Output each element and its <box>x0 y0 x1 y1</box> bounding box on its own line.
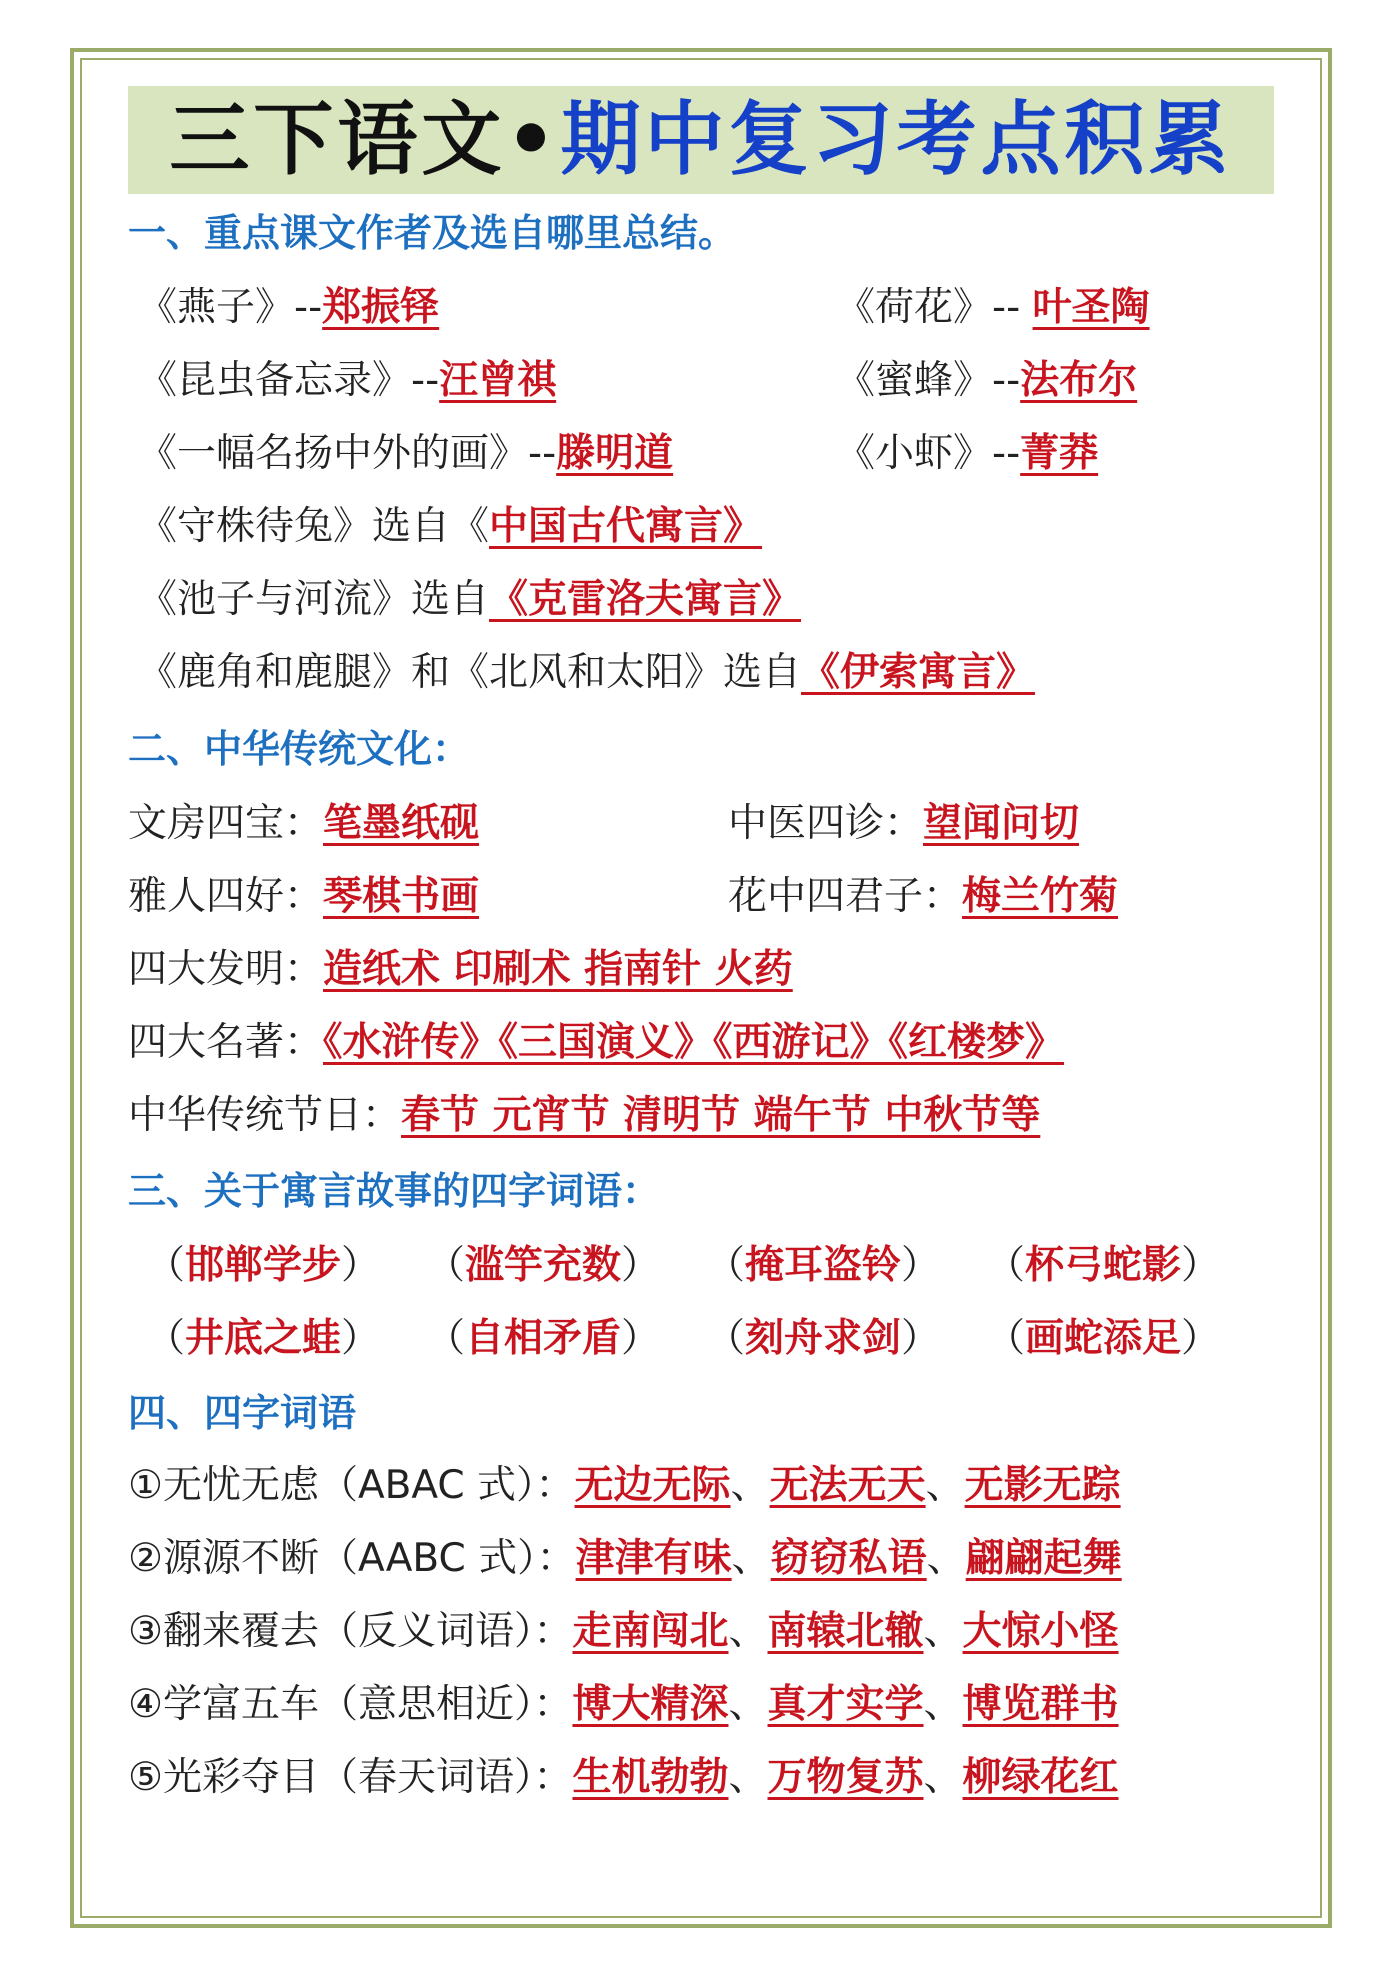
comma: 、 <box>923 1609 963 1654</box>
source-line-chizi <box>138 577 802 622</box>
culture-line-mingzhu <box>128 1020 1065 1065</box>
author-line-xiaoxia <box>836 431 1099 476</box>
fable-idiom-text: 自相矛盾 <box>465 1316 622 1361</box>
word-answer: 博大精深 <box>572 1682 729 1727</box>
paren-left: （ <box>426 1316 466 1361</box>
section-heading-authors: 一、重点课文作者及选自哪里总结。 <box>128 211 737 255</box>
paren-left: （ <box>986 1243 1026 1288</box>
culture-line-zhongyi <box>728 801 1080 846</box>
culture-answer: 琴棋书画 <box>323 874 480 919</box>
lesson-title: 《小虾》-- <box>836 431 1021 476</box>
source-answer: 《克雷洛夫寓言》 <box>489 577 802 622</box>
section-heading-four-char: 四、四字词语 <box>128 1391 357 1435</box>
author-line-yanzi <box>138 285 440 330</box>
word-answer: 翩翩起舞 <box>965 1536 1122 1581</box>
word-answer: 博览群书 <box>962 1682 1119 1727</box>
source-line-lujiao <box>138 650 1036 695</box>
author-line-yifu <box>138 431 674 476</box>
comma: 、 <box>728 1682 768 1727</box>
culture-line-wenfang <box>128 801 480 846</box>
culture-line-huazhong <box>728 874 1119 919</box>
paren-left: （ <box>426 1243 466 1288</box>
paren-left: （ <box>146 1316 186 1361</box>
fable-idiom-text: 杯弓蛇影 <box>1025 1243 1182 1288</box>
word-answer: 大惊小怪 <box>962 1609 1119 1654</box>
word-line-1 <box>128 1463 1121 1508</box>
culture-label: 文房四宝： <box>128 801 324 846</box>
paren-right: ） <box>341 1243 381 1288</box>
author-answer: 汪曾祺 <box>439 358 557 403</box>
word-answer: 生机勃勃 <box>572 1755 729 1800</box>
fable-idiom-text: 刻舟求剑 <box>745 1316 902 1361</box>
word-label: ①无忧无虑（ABAC 式）： <box>128 1463 575 1508</box>
fable-idiom <box>426 1243 661 1288</box>
fable-idiom <box>706 1316 941 1361</box>
fable-idiom-text: 邯郸学步 <box>185 1243 342 1288</box>
paren-right: ） <box>901 1316 941 1361</box>
lesson-title: 《守株待兔》选自《 <box>138 504 490 549</box>
word-label: ②源源不断（AABC 式）： <box>128 1536 576 1581</box>
lesson-title: 《昆虫备忘录》-- <box>138 358 440 403</box>
word-answer: 南辕北辙 <box>767 1609 924 1654</box>
lesson-title: 《荷花》-- <box>836 285 1033 330</box>
culture-answer: 造纸术 印刷术 指南针 火药 <box>323 947 793 992</box>
section-heading-culture: 二、中华传统文化： <box>128 727 471 771</box>
author-line-hehua <box>836 285 1150 330</box>
paren-left: （ <box>706 1243 746 1288</box>
paren-right: ） <box>901 1243 941 1288</box>
author-line-mifeng <box>836 358 1138 403</box>
culture-answer: 笔墨纸砚 <box>323 801 480 846</box>
paren-right: ） <box>1181 1243 1221 1288</box>
culture-answer: 《水浒传》《三国演义》《西游记》《红楼梦》 <box>323 1020 1065 1065</box>
paren-right: ） <box>621 1243 661 1288</box>
fable-idiom-text: 掩耳盗铃 <box>745 1243 902 1288</box>
word-answer: 无法无天 <box>769 1463 926 1508</box>
word-answer: 真才实学 <box>767 1682 924 1727</box>
paren-left: （ <box>706 1316 746 1361</box>
author-answer: 叶圣陶 <box>1032 285 1150 330</box>
source-answer: 《伊索寓言》 <box>801 650 1036 695</box>
author-answer: 郑振铎 <box>322 285 440 330</box>
title-dot: • <box>505 93 561 186</box>
comma: 、 <box>730 1463 770 1508</box>
lesson-title: 《燕子》-- <box>138 285 323 330</box>
word-line-5 <box>128 1755 1119 1800</box>
fable-idiom <box>426 1316 661 1361</box>
fable-idiom <box>986 1316 1221 1361</box>
author-answer: 滕明道 <box>556 431 674 476</box>
fable-idiom <box>146 1316 381 1361</box>
fable-idiom <box>706 1243 941 1288</box>
fable-idiom-text: 井底之蛙 <box>185 1316 342 1361</box>
fable-idiom <box>146 1243 381 1288</box>
word-answer: 柳绿花红 <box>962 1755 1119 1800</box>
comma: 、 <box>926 1536 966 1581</box>
word-line-3 <box>128 1609 1119 1654</box>
word-answer: 无影无踪 <box>964 1463 1121 1508</box>
culture-answer: 梅兰竹菊 <box>962 874 1119 919</box>
culture-label: 中医四诊： <box>728 801 924 846</box>
culture-line-yaren <box>128 874 480 919</box>
word-line-2 <box>128 1536 1122 1581</box>
word-label: ⑤光彩夺目（春天词语）： <box>128 1755 573 1800</box>
paren-left: （ <box>986 1316 1026 1361</box>
lesson-title: 《鹿角和鹿腿》和《北风和太阳》选自 <box>138 650 802 695</box>
culture-answer: 望闻问切 <box>923 801 1080 846</box>
paren-right: ） <box>1181 1316 1221 1361</box>
word-line-4 <box>128 1682 1119 1727</box>
author-answer: 法布尔 <box>1020 358 1138 403</box>
culture-label: 花中四君子： <box>728 874 963 919</box>
comma: 、 <box>731 1536 771 1581</box>
comma: 、 <box>923 1755 963 1800</box>
word-label: ④学富五车（意思相近）： <box>128 1682 573 1727</box>
word-label: ③翻来覆去（反义词语）： <box>128 1609 573 1654</box>
fable-idiom-text: 滥竽充数 <box>465 1243 622 1288</box>
culture-answer: 春节 元宵节 清明节 端午节 中秋节等 <box>401 1093 1041 1138</box>
lesson-title: 《池子与河流》选自 <box>138 577 490 622</box>
word-answer: 无边无际 <box>574 1463 731 1508</box>
culture-line-jieri <box>128 1093 1041 1138</box>
comma: 、 <box>728 1609 768 1654</box>
lesson-title: 《一幅名扬中外的画》-- <box>138 431 557 476</box>
culture-label: 四大发明： <box>128 947 324 992</box>
comma: 、 <box>923 1682 963 1727</box>
title-part1: 三下语文 <box>169 93 506 186</box>
lesson-title: 《蜜蜂》-- <box>836 358 1021 403</box>
source-line-shouzhu <box>138 504 763 549</box>
culture-label: 四大名著： <box>128 1020 324 1065</box>
author-line-kunchong <box>138 358 557 403</box>
paren-right: ） <box>621 1316 661 1361</box>
title-part2: 期中复习考点积累 <box>560 93 1233 186</box>
word-answer: 窃窃私语 <box>770 1536 927 1581</box>
paren-right: ） <box>341 1316 381 1361</box>
word-answer: 走南闯北 <box>572 1609 729 1654</box>
fable-idiom-text: 画蛇添足 <box>1025 1316 1182 1361</box>
word-answer: 津津有味 <box>575 1536 732 1581</box>
culture-line-faming <box>128 947 793 992</box>
culture-label: 中华传统节日： <box>128 1093 402 1138</box>
word-answer: 万物复苏 <box>767 1755 924 1800</box>
author-answer: 菁莽 <box>1020 431 1099 476</box>
source-answer: 中国古代寓言》 <box>489 504 763 549</box>
page-title <box>128 86 1274 194</box>
culture-label: 雅人四好： <box>128 874 324 919</box>
paren-left: （ <box>146 1243 186 1288</box>
section-heading-fables: 三、关于寓言故事的四字词语： <box>128 1169 661 1213</box>
fable-idiom <box>986 1243 1221 1288</box>
comma: 、 <box>925 1463 965 1508</box>
comma: 、 <box>728 1755 768 1800</box>
